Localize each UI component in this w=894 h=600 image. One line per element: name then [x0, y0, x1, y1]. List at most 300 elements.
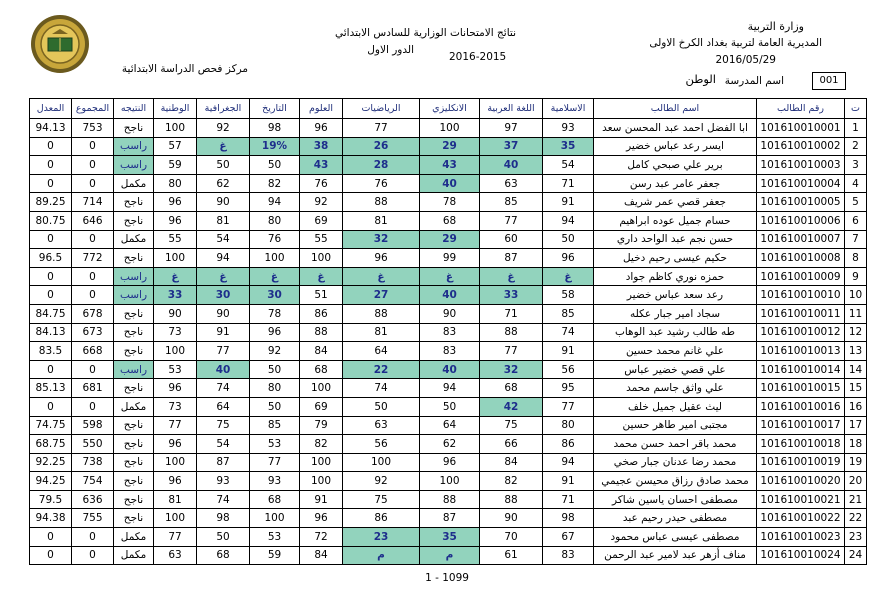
subject-score: 84 — [300, 342, 343, 361]
subject-score: 100 — [300, 453, 343, 472]
exam-center: مركز فحص الدراسة الابتدائية — [121, 63, 248, 75]
subject-score: 69 — [300, 211, 343, 230]
subject-score: 78 — [420, 193, 480, 212]
subject-score: 95 — [543, 379, 594, 398]
subject-score: 56 — [343, 435, 420, 454]
subject-score: 76 — [250, 230, 300, 249]
subject-score: 55 — [300, 230, 343, 249]
student-name: حمزه نوري كاظم جواد — [594, 267, 757, 286]
subject-score: 77 — [197, 342, 250, 361]
total-cell: 0 — [72, 360, 114, 379]
subject-score: 98 — [543, 509, 594, 528]
subject-score: 29 — [420, 137, 480, 156]
subject-score: 59 — [154, 156, 197, 175]
subject-score: 86 — [300, 304, 343, 323]
row-number: 4 — [845, 174, 867, 193]
subject-score: 99 — [420, 249, 480, 268]
subject-score: 64 — [197, 397, 250, 416]
result-cell: ناجح — [114, 509, 154, 528]
student-name: علي قصي خضير عباس — [594, 360, 757, 379]
student-id: 101610010012 — [757, 323, 845, 342]
subject-score: 64 — [420, 416, 480, 435]
result-cell: مكمل — [114, 528, 154, 547]
average-cell: 0 — [30, 230, 72, 249]
subject-score: 33 — [154, 286, 197, 305]
subject-score: 63 — [480, 174, 543, 193]
subject-score: 88 — [343, 193, 420, 212]
student-id: 101610010020 — [757, 472, 845, 491]
subject-score: 100 — [300, 472, 343, 491]
student-name: مجتبى امير طاهر حسين — [594, 416, 757, 435]
subject-score: 100 — [154, 119, 197, 138]
school-label: اسم المدرسة — [724, 75, 784, 87]
subject-score: 80 — [154, 174, 197, 193]
table-row — [30, 286, 867, 305]
student-name: حكيم عيسى رحيم دخيل — [594, 249, 757, 268]
subject-score: 53 — [154, 360, 197, 379]
table-row — [30, 193, 867, 212]
subject-score: 57 — [154, 137, 197, 156]
subject-score: 81 — [343, 211, 420, 230]
total-cell: 0 — [72, 528, 114, 547]
subject-score: 40 — [420, 360, 480, 379]
row-number: 22 — [845, 509, 867, 528]
student-id: 101610010006 — [757, 211, 845, 230]
subject-score: 94 — [543, 453, 594, 472]
table-row — [30, 304, 867, 323]
student-name: مصطفى احسان ياسين شاكر — [594, 490, 757, 509]
column-header: العلوم — [300, 99, 343, 119]
subject-score: 96 — [300, 509, 343, 528]
subject-score: 100 — [154, 453, 197, 472]
subject-score: 74 — [543, 323, 594, 342]
total-cell: 0 — [72, 546, 114, 565]
subject-score: 43 — [420, 156, 480, 175]
row-number: 3 — [845, 156, 867, 175]
table-row — [30, 546, 867, 565]
subject-score: 32 — [480, 360, 543, 379]
subject-score: 76 — [300, 174, 343, 193]
subject-score: 80 — [250, 211, 300, 230]
subject-score: 100 — [420, 119, 480, 138]
result-cell: راسب — [114, 360, 154, 379]
average-cell: 0 — [30, 397, 72, 416]
average-cell: 0 — [30, 156, 72, 175]
total-cell: 681 — [72, 379, 114, 398]
ministry-emblem-icon — [30, 14, 90, 74]
subject-score: 88 — [480, 490, 543, 509]
table-row — [30, 137, 867, 156]
subject-score: 56 — [543, 360, 594, 379]
student-id: 101610010014 — [757, 360, 845, 379]
total-cell: 714 — [72, 193, 114, 212]
subject-score: 71 — [543, 490, 594, 509]
subject-score: 84 — [300, 546, 343, 565]
average-cell: 85.13 — [30, 379, 72, 398]
subject-score: 83 — [543, 546, 594, 565]
result-cell: مكمل — [114, 397, 154, 416]
student-name: سجاد امير جبار عكله — [594, 304, 757, 323]
subject-score: 86 — [343, 509, 420, 528]
student-name: حسام جميل عوده ابراهيم — [594, 211, 757, 230]
row-number: 23 — [845, 528, 867, 547]
subject-score: 43 — [300, 156, 343, 175]
student-id: 101610010018 — [757, 435, 845, 454]
student-id: 101610010004 — [757, 174, 845, 193]
row-number: 16 — [845, 397, 867, 416]
subject-score: 94 — [250, 193, 300, 212]
subject-score: 100 — [343, 453, 420, 472]
subject-score: غ — [480, 267, 543, 286]
report-title: نتائج الامتحانات الوزارية للسادس الابتدائي — [334, 27, 516, 39]
column-header: رقم الطالب — [757, 99, 845, 119]
subject-score: 53 — [250, 435, 300, 454]
table-row — [30, 416, 867, 435]
average-cell: 94.13 — [30, 119, 72, 138]
row-number: 17 — [845, 416, 867, 435]
result-cell: ناجح — [114, 249, 154, 268]
student-id: 101610010003 — [757, 156, 845, 175]
subject-score: 100 — [154, 342, 197, 361]
ministry-name: وزارة التربية — [747, 20, 804, 33]
student-id: 101610010017 — [757, 416, 845, 435]
table-row — [30, 211, 867, 230]
result-cell: ناجح — [114, 416, 154, 435]
subject-score: 62 — [197, 174, 250, 193]
subject-score: 96 — [154, 472, 197, 491]
subject-score: 69 — [300, 397, 343, 416]
column-header: ت — [845, 99, 867, 119]
average-cell: 0 — [30, 137, 72, 156]
column-header: الانكليزي — [420, 99, 480, 119]
table-row — [30, 472, 867, 491]
column-header: المعدل — [30, 99, 72, 119]
subject-score: 96 — [250, 323, 300, 342]
subject-score: 100 — [250, 249, 300, 268]
result-cell: ناجح — [114, 342, 154, 361]
subject-score: 85 — [250, 416, 300, 435]
row-number: 8 — [845, 249, 867, 268]
subject-score: 50 — [197, 528, 250, 547]
subject-score: غ — [197, 267, 250, 286]
results-table — [29, 98, 867, 565]
student-name: مناف أزهر عبد لامير عبد الرحمن — [594, 546, 757, 565]
subject-score: 87 — [197, 453, 250, 472]
subject-score: 82 — [480, 472, 543, 491]
student-name: علي واثق جاسم محمد — [594, 379, 757, 398]
table-row — [30, 490, 867, 509]
subject-score: 90 — [480, 509, 543, 528]
subject-score: 94 — [543, 211, 594, 230]
subject-score: 22 — [343, 360, 420, 379]
row-number: 18 — [845, 435, 867, 454]
subject-score: 81 — [343, 323, 420, 342]
subject-score: 53 — [250, 528, 300, 547]
subject-score: 84 — [480, 453, 543, 472]
subject-score: 60 — [480, 230, 543, 249]
subject-score: 38 — [300, 137, 343, 156]
subject-score: 82 — [250, 174, 300, 193]
student-name: مصطفى حيدر رحيم عبد — [594, 509, 757, 528]
subject-score: 77 — [250, 453, 300, 472]
average-cell: 92.25 — [30, 453, 72, 472]
school-code: 001 — [812, 72, 846, 90]
subject-score: 91 — [543, 472, 594, 491]
subject-score: 81 — [154, 490, 197, 509]
student-name: علي غانم محمد حسين — [594, 342, 757, 361]
subject-score: 68 — [197, 546, 250, 565]
table-row — [30, 174, 867, 193]
student-id: 101610010021 — [757, 490, 845, 509]
subject-score: 75 — [343, 490, 420, 509]
average-cell: 0 — [30, 528, 72, 547]
row-number: 14 — [845, 360, 867, 379]
subject-score: 19% — [250, 137, 300, 156]
subject-score: 42 — [480, 397, 543, 416]
total-cell: 0 — [72, 230, 114, 249]
student-id: 101610010011 — [757, 304, 845, 323]
subject-score: 64 — [343, 342, 420, 361]
subject-score: 85 — [480, 193, 543, 212]
column-header: الاسلامية — [543, 99, 594, 119]
row-number: 6 — [845, 211, 867, 230]
result-cell: ناجح — [114, 435, 154, 454]
subject-score: 98 — [197, 509, 250, 528]
table-row — [30, 453, 867, 472]
subject-score: 68 — [420, 211, 480, 230]
total-cell: 0 — [72, 156, 114, 175]
academic-year: 2016-2015 — [449, 51, 507, 63]
subject-score: 77 — [343, 119, 420, 138]
subject-score: 75 — [480, 416, 543, 435]
subject-score: 63 — [154, 546, 197, 565]
total-cell: 636 — [72, 490, 114, 509]
student-id: 101610010024 — [757, 546, 845, 565]
subject-score: 68 — [480, 379, 543, 398]
average-cell: 94.25 — [30, 472, 72, 491]
student-name: ايسر رعد عباس خضير — [594, 137, 757, 156]
subject-score: 77 — [154, 528, 197, 547]
subject-score: 40 — [480, 156, 543, 175]
subject-score: 82 — [300, 435, 343, 454]
subject-score: 61 — [480, 546, 543, 565]
subject-score: 88 — [343, 304, 420, 323]
column-header: الجغرافية — [197, 99, 250, 119]
table-header-row — [30, 99, 867, 119]
row-number: 11 — [845, 304, 867, 323]
total-cell: 678 — [72, 304, 114, 323]
total-cell: 753 — [72, 119, 114, 138]
student-name: محمد باقر احمد حسن محمد — [594, 435, 757, 454]
subject-score: 40 — [197, 360, 250, 379]
total-cell: 668 — [72, 342, 114, 361]
student-name: برير علي صبحي كامل — [594, 156, 757, 175]
subject-score: 93 — [543, 119, 594, 138]
subject-score: 50 — [420, 397, 480, 416]
subject-score: 100 — [154, 509, 197, 528]
subject-score: 55 — [154, 230, 197, 249]
student-name: ليث عقيل جميل خلف — [594, 397, 757, 416]
subject-score: 68 — [250, 490, 300, 509]
directorate-name: المديرية العامة لتربية بغداد الكرخ الاولى — [649, 37, 822, 49]
subject-score: 78 — [250, 304, 300, 323]
table-row — [30, 323, 867, 342]
subject-score: 87 — [480, 249, 543, 268]
subject-score: 62 — [420, 435, 480, 454]
result-cell: مكمل — [114, 174, 154, 193]
subject-score: 74 — [197, 379, 250, 398]
row-number: 20 — [845, 472, 867, 491]
subject-score: 77 — [480, 342, 543, 361]
subject-score: 92 — [250, 342, 300, 361]
subject-score: 77 — [154, 416, 197, 435]
subject-score: 96 — [543, 249, 594, 268]
subject-score: 100 — [300, 249, 343, 268]
total-cell: 646 — [72, 211, 114, 230]
subject-score: غ — [420, 267, 480, 286]
subject-score: 58 — [543, 286, 594, 305]
student-id: 101610010015 — [757, 379, 845, 398]
row-number: 7 — [845, 230, 867, 249]
average-cell: 96.5 — [30, 249, 72, 268]
report-date: 2016/05/29 — [715, 54, 776, 66]
result-cell: راسب — [114, 267, 154, 286]
total-cell: 738 — [72, 453, 114, 472]
subject-score: 23 — [343, 528, 420, 547]
subject-score: 33 — [480, 286, 543, 305]
student-name: طه طالب رشيد عبد الوهاب — [594, 323, 757, 342]
subject-score: 75 — [197, 416, 250, 435]
column-header: المجموع — [72, 99, 114, 119]
subject-score: غ — [300, 267, 343, 286]
subject-score: 71 — [480, 304, 543, 323]
subject-score: 80 — [543, 416, 594, 435]
row-number: 21 — [845, 490, 867, 509]
table-row — [30, 342, 867, 361]
subject-score: 97 — [480, 119, 543, 138]
subject-score: 88 — [300, 323, 343, 342]
student-id: 101610010001 — [757, 119, 845, 138]
subject-score: 54 — [543, 156, 594, 175]
student-id: 101610010005 — [757, 193, 845, 212]
subject-score: 83 — [420, 323, 480, 342]
average-cell: 74.75 — [30, 416, 72, 435]
result-cell: مكمل — [114, 546, 154, 565]
row-number: 15 — [845, 379, 867, 398]
subject-score: 90 — [420, 304, 480, 323]
subject-score: 30 — [197, 286, 250, 305]
student-id: 101610010013 — [757, 342, 845, 361]
result-cell: ناجح — [114, 379, 154, 398]
subject-score: 35 — [420, 528, 480, 547]
subject-score: 28 — [343, 156, 420, 175]
exam-round: الدور الاول — [367, 44, 414, 56]
average-cell: 0 — [30, 286, 72, 305]
student-id: 101610010007 — [757, 230, 845, 249]
student-name: رعد سعد عباس خضير — [594, 286, 757, 305]
subject-score: 86 — [543, 435, 594, 454]
result-cell: راسب — [114, 286, 154, 305]
column-header: اللغة العربية — [480, 99, 543, 119]
total-cell: 772 — [72, 249, 114, 268]
student-id: 101610010016 — [757, 397, 845, 416]
row-number: 10 — [845, 286, 867, 305]
subject-score: 50 — [197, 156, 250, 175]
result-cell: ناجح — [114, 119, 154, 138]
subject-score: غ — [197, 137, 250, 156]
subject-score: 92 — [300, 193, 343, 212]
table-row — [30, 435, 867, 454]
subject-score: 50 — [250, 397, 300, 416]
subject-score: 54 — [197, 230, 250, 249]
subject-score: 40 — [420, 286, 480, 305]
subject-score: 96 — [154, 435, 197, 454]
student-name: مصطفى عيسى عباس محمود — [594, 528, 757, 547]
average-cell: 80.75 — [30, 211, 72, 230]
student-name: جعفر قصي عمر شريف — [594, 193, 757, 212]
row-number: 12 — [845, 323, 867, 342]
column-header: النتيجه — [114, 99, 154, 119]
subject-score: 73 — [154, 397, 197, 416]
subject-score: 71 — [543, 174, 594, 193]
row-number: 9 — [845, 267, 867, 286]
result-cell: راسب — [114, 137, 154, 156]
table-row — [30, 119, 867, 138]
subject-score: 100 — [250, 509, 300, 528]
subject-score: 90 — [154, 304, 197, 323]
subject-score: 96 — [154, 211, 197, 230]
subject-score: 100 — [154, 249, 197, 268]
subject-score: 88 — [420, 490, 480, 509]
subject-score: 93 — [197, 472, 250, 491]
column-header: اسم الطالب — [594, 99, 757, 119]
subject-score: 94 — [420, 379, 480, 398]
subject-score: 91 — [543, 193, 594, 212]
table-row — [30, 230, 867, 249]
subject-score: 50 — [543, 230, 594, 249]
subject-score: 74 — [197, 490, 250, 509]
table-row — [30, 267, 867, 286]
subject-score: 72 — [300, 528, 343, 547]
subject-score: 81 — [197, 211, 250, 230]
school-name: الوطن — [685, 72, 716, 86]
subject-score: 96 — [343, 249, 420, 268]
subject-score: 100 — [300, 379, 343, 398]
total-cell: 0 — [72, 137, 114, 156]
subject-score: 50 — [250, 360, 300, 379]
column-header: الرياضيات — [343, 99, 420, 119]
average-cell: 0 — [30, 360, 72, 379]
student-name: محمد رضا عدنان جبار صخي — [594, 453, 757, 472]
subject-score: 77 — [480, 211, 543, 230]
subject-score: 100 — [420, 472, 480, 491]
subject-score: 87 — [420, 509, 480, 528]
result-cell: ناجح — [114, 490, 154, 509]
row-number: 1 — [845, 119, 867, 138]
subject-score: غ — [343, 267, 420, 286]
student-name: ابا الفضل احمد عبد المحسن سعد — [594, 119, 757, 138]
column-header: الوطنية — [154, 99, 197, 119]
subject-score: 91 — [197, 323, 250, 342]
result-cell: مكمل — [114, 230, 154, 249]
student-id: 101610010008 — [757, 249, 845, 268]
subject-score: 66 — [480, 435, 543, 454]
average-cell: 83.5 — [30, 342, 72, 361]
average-cell: 0 — [30, 267, 72, 286]
column-header: التاريخ — [250, 99, 300, 119]
subject-score: 50 — [250, 156, 300, 175]
subject-score: 88 — [480, 323, 543, 342]
